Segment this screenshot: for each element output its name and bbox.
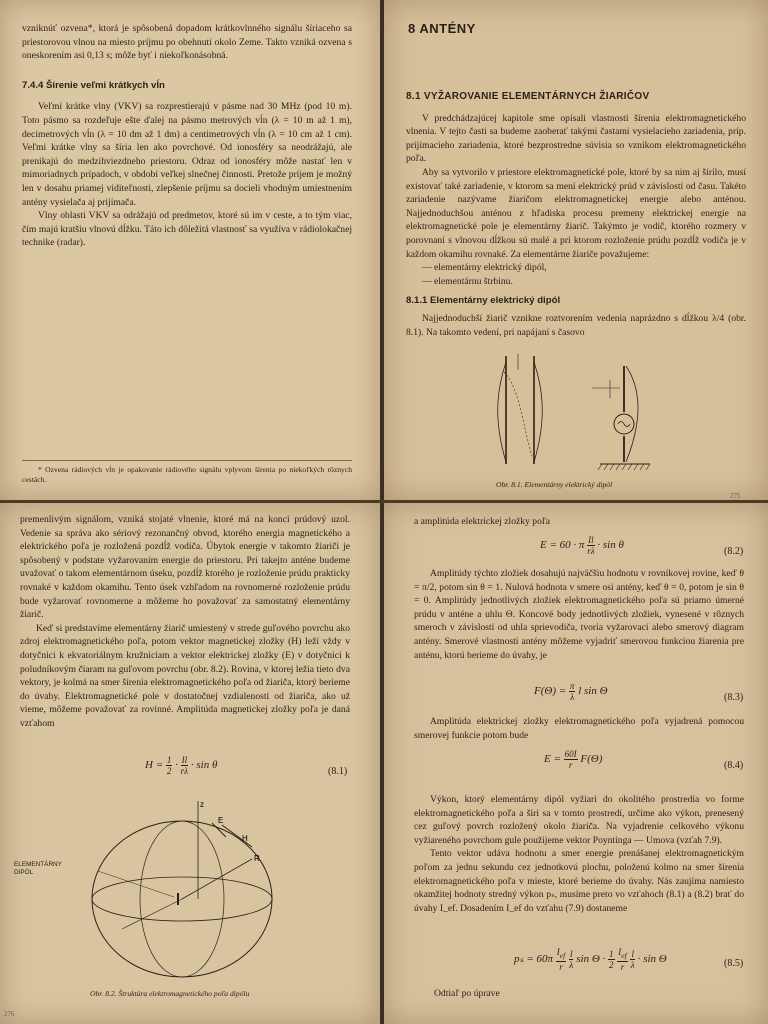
section-title: 8.1 VYŽAROVANIE ELEMENTÁRNYCH ŽIARIČOV xyxy=(406,91,650,102)
page-number: 275 xyxy=(730,492,741,500)
paragraph: Amplitúdy týchto zložiek dosahujú najväčšiu hodnotu v rovníkovej rovine, keď θ = π/2, potom sin θ = 1. Nulová hodnota v smere osi antény, keď θ = 0, potom je sin θ = 0. Amplitúdy jednotlivých zložiek elektromagnetického poľa sú priamo úmerné prúdu v anténe a uhlu Θ. Koncové body jednotlivých zložiek, vynesené v rôznych smeroch v závislosti od uhla sprievodiča, tvoria vyžarovací alebo smerový diagram antény. Smerové vlastnosti antény môžeme vyjadriť smerovou funkciou žiarenia pre anténu, ktorú berieme do úvahy, je xyxy=(414,568,744,661)
dipole-label: ELEMENTÁRNY DIPÓL xyxy=(14,861,62,876)
svg-text:z: z xyxy=(200,800,204,809)
equation-number: (8.5) xyxy=(724,958,744,969)
paragraph: Odtiaľ po úprave xyxy=(434,988,500,999)
page-bottom-right xyxy=(384,503,768,1024)
paragraph: Výkon, ktorý elementárny dipól vyžiari do okolitého prostredia vo forme elektromagnetického poľa a šíri sa v tomto prostredí, určíme ako výkon, prenesený cez guľový povrch rozložený okolo žiariča. Na vyjadrenie celkového výkonu vyžiareného povrchom gule použijeme vektor Poyntinga — Umova (vzťah 7.9). xyxy=(414,794,744,846)
section-heading: 7.4.4 Šírenie veľmi krátkych vĺn xyxy=(22,79,165,91)
paragraph: Aby sa vytvorilo v priestore elektromagnetické pole, ktoré by sa nim aj šírilo, musí existovať také zariadenie, v ktorom sa mení elektrický prúd v závislosti od času. Takéto zariadenie nazývame žiaričom elektromagnetickej energie alebo anténou. Najjednoduchšou anténou z hľadiska procesu premeny elektrickej energie na elektromagnetické pole je elementárny žiarič. Takýmto je vodič, ktorého rozmery v porovnaní s vlnovou dĺžkou sú malé a pri ktorom rozloženie prúdu pozdĺž vodiča je v každom okamihu rovnaké. Za elementárne žiariče považujeme: xyxy=(406,166,746,260)
equation-number: (8.1) xyxy=(328,766,348,777)
list-item: — elementárnu štrbinu. xyxy=(422,275,513,287)
text-column xyxy=(20,513,350,731)
paragraph: Amplitúda elektrickej zložky elektromagnetického poľa vyjadrená pomocou smerovej funkcie potom bude xyxy=(414,716,744,741)
text-column xyxy=(414,567,744,662)
equation-number: (8.4) xyxy=(724,760,744,771)
page-bottom-left xyxy=(0,503,380,1024)
svg-text:H: H xyxy=(242,834,248,843)
page-top-right xyxy=(384,0,768,500)
equation-8-5: pₛ = 60π $\frac{I_{ef}}{r}$ $\frac{l}{\lambda}$ sin Θ · $\frac{1}{2}$ $\frac{I_{ef}}{r}$ $\frac{l}{\lambda}$ · sin Θ xyxy=(514,947,667,972)
equation-8-3: F(Θ) = $\frac{\pi}{\lambda}$ l sin Θ xyxy=(534,681,608,702)
equation-8-1: H = $\frac{1}{2}$ · $\frac{Il}{r\lambda}$ · sin θ xyxy=(145,755,218,776)
figure-caption: Obr. 8.1. Elementárny elektrický dipól xyxy=(496,480,613,489)
subsection-title: 8.1.1 Elementárny elektrický dipól xyxy=(406,295,561,307)
dipole-figure xyxy=(474,352,664,474)
paragraph: V predchádzajúcej kapitole sme opísali vlastnosti šírenia elektromagnetického vlnenia. V tejto časti sa budeme zaoberať takými častami vysielacieho zariadenia, príp. prijímacieho zariadenia, ktoré bezprostredne súvisia so vznikom elektromagnetického poľa. xyxy=(406,112,746,165)
equation-number: (8.3) xyxy=(724,692,744,703)
equation-number: (8.2) xyxy=(724,546,744,557)
text-column xyxy=(22,22,352,250)
text-column xyxy=(414,793,744,915)
paragraph: Keď si predstavíme elementárny žiarič umiestený v strede guľového povrchu ako zdroj elektromagnetického poľa, potom vektor magnetickej zložky (H) leží vždy v dotyčnici k ekvatoriálnym kružniciam a vektor elektrickej zložky (E) v dotyčnici k poludníkovým čiaram na guľovom povrchu (obr. 8.2). Rovina, v ktorej ležia tieto dva vektory, je kolmá na smer šírenia elektromagnetického poľa od žiariča, ktorý berieme do úvahy. Elektromagnetické pole v dostatočnej vzdialenosti od žiariča, ako už vieme, môžeme považovať za rovinné. Amplitúda magnetickej zložky poľa je daná vzťahom xyxy=(20,622,350,729)
page-top-left xyxy=(0,0,380,500)
svg-text:R: R xyxy=(254,854,260,863)
paragraph: Najjednoduchší žiarič vznikne roztvorením vedenia naprázdno s dĺžkou λ/4 (obr. 8.1). Na takomto vedení, pri napájaní s časovo xyxy=(406,312,746,338)
paragraph: premenlivým signálom, vzniká stojaté vlnenie, ktoré má na konci prúdový uzol. Vedenie sa správa ako sériový rezonančný obvod, ktorého energia magnetického a elektrického poľa je rozložená pozdĺž vodiča. Úbytok energie v takomto žiariči je spôsobený v podstate vyžarovaním energie do priestoru. Pri takejto anténe budeme uvažovať o takom elementárnom úseku, pozdĺž ktorého je rozloženie prúdu prakticky rovnaké v každom okamihu. Tento úsek vzhľadom na rovnomerné rozloženie prúdu bude vyžarovať rovnomerne a môžeme ho považovať za samostatný elementárny žiarič. xyxy=(20,514,350,621)
paragraph: a amplitúda elektrickej zložky poľa xyxy=(414,516,551,527)
chapter-title: 8 ANTÉNY xyxy=(408,21,476,36)
equation-8-2: E = 60 · π $\frac{Il}{r\lambda}$ · sin θ xyxy=(540,535,624,556)
page-number: 276 xyxy=(4,1010,15,1018)
paragraph: Veľmi krátke vlny (VKV) sa rozprestierajú v pásme nad 30 MHz (pod 10 m). Toto pásmo sa rozdeľuje ešte ďalej na pásmo metrových vĺn (λ = 10 m až 1 m), decimetrových vĺn (λ = 10 dm až 1 dm) a centimetrových vĺn (λ = 10 cm až 1 cm). Veľmi krátke vlny sa šíria len ako povrchové. Od ionosféry sa neodrážajú, ale prenikajú do medzihviezdneho priestoru. Odraz od ionosféry môže nastať len v mimoriadnych prípadoch, v období veľkej slnečnej činnosti. Pretože príjem je možný len v dosahu priamej viditeľnosti, zlepšenie príjmu sa docieli vhodným umiestnením antény vysielača aj prijímača. xyxy=(22,101,352,208)
paragraph: Vlny oblasti VKV sa odrážajú od predmetov, ktoré sú im v ceste, a to tým viac, čím majú kratšiu vlnovú dĺžku. Táto ich dôležitá vlastnosť sa využíva v rádiolokačnej technike (radar). xyxy=(22,210,352,249)
svg-text:E: E xyxy=(218,816,224,825)
footnote: * Ozvena rádiových vĺn je opakovanie rádiového signálu vplyvom šírenia po niekoľkých rôznych cestách. xyxy=(22,460,352,485)
text-column xyxy=(406,90,746,339)
list-item: — elementárny elektrický dipól, xyxy=(422,262,547,274)
text-column xyxy=(414,715,744,742)
figure-caption: Obr. 8.2. Štruktúra elektromagnetického poľa dipólu xyxy=(90,989,250,998)
intro-paragraph: vzniknúť ozvena*, ktorá je spôsobená dopadom krátkovlnného signálu šíriaceho sa priestorovou vlnou na miesto príjmu po obehnutí okolo Zeme. Takto vzniká ozvena s oneskorením asi 0,13 s; môže byť i niekoľkonásobná. xyxy=(22,23,352,62)
list xyxy=(406,261,746,288)
paragraph: Tento vektor udáva hodnotu a smer energie prenášanej elektromagnetickým poľom za jednu sekundu cez jednotkovú plochu, položenú kolmo na smer šírenia elektromagnetického poľa v mieste, ktoré berieme do úvahy. Nás zaujíma namiesto okamžitej hodnoty stredný výkon pₛ, musíme preto vo vzťahoch (8.1) a (8.2) brať do úvahy I_ef. Dosadením I_ef do vzťahu (7.9) dostaneme xyxy=(414,848,744,914)
equation-8-4: E = $\frac{60I}{r}$ F(Θ) xyxy=(544,749,603,770)
field-structure-figure xyxy=(62,799,302,985)
